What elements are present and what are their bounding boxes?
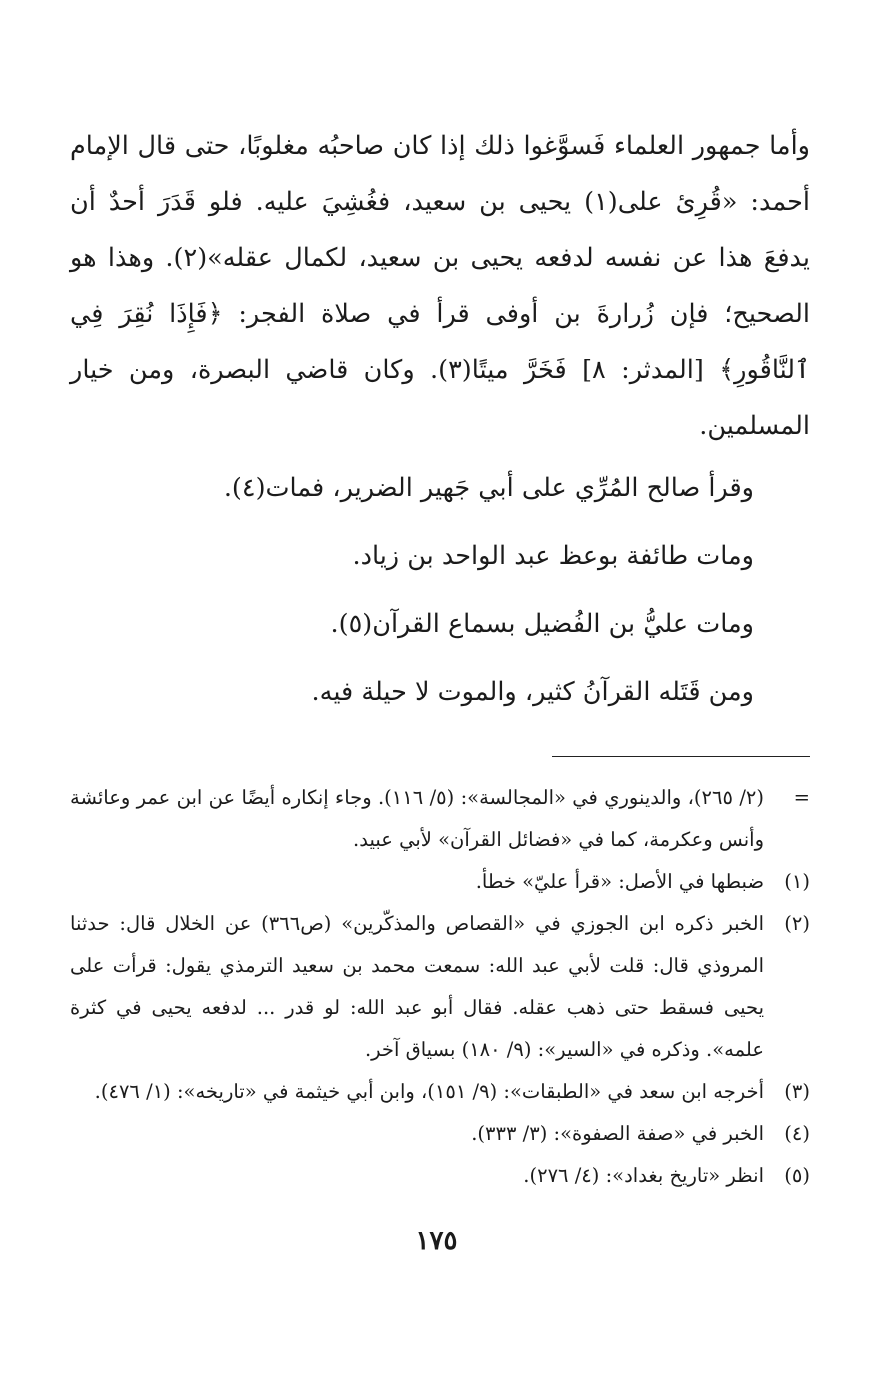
footnote-text: أخرجه ابن سعد في «الطبقات»: (٩/ ١٥١)، وابن أبي خيثمة في «تاريخه»: (١/ ٤٧٦).	[94, 1080, 764, 1103]
main-paragraph-2: وقرأ صالح المُرِّي على أبي جَهير الضرير، فمات(٤).	[223, 473, 754, 503]
footnote-1	[70, 861, 810, 903]
footnotes	[70, 777, 810, 1197]
footnote-continuation	[70, 777, 810, 861]
footnote-text: ضبطها في الأصل: «قرأ عليّ» خطأ.	[475, 870, 764, 893]
footnote-2	[70, 903, 810, 1071]
footnote-marker: (٥)	[784, 1164, 810, 1187]
footnote-3	[70, 1071, 810, 1113]
footnote-marker: (٢)	[784, 912, 810, 935]
footnote-text: انظر «تاريخ بغداد»: (٤/ ٢٧٦).	[523, 1164, 764, 1187]
footnote-4	[70, 1113, 810, 1155]
footnote-separator	[552, 756, 810, 757]
footnote-text: (٢/ ٢٦٥)، والدينوري في «المجالسة»: (٥/ ١١٦). وجاء إنكاره أيضًا عن ابن عمر وعائشة وأنس وعكرمة، كما في «فضائل القرآن» لأبي عبيد.	[70, 786, 764, 851]
footnote-marker: (٤)	[784, 1122, 810, 1145]
footnote-text: الخبر في «صفة الصفوة»: (٣/ ٣٣٣).	[471, 1122, 764, 1145]
main-paragraph-3: ومات طائفة بوعظ عبد الواحد بن زياد.	[352, 541, 754, 571]
main-text	[70, 118, 810, 720]
main-paragraph-5: ومن قَتَله القرآنُ كثير، والموت لا حيلة فيه.	[311, 677, 754, 707]
main-paragraph-1: وأما جمهور العلماء فَسوَّغوا ذلك إذا كان صاحبُه مغلوبًا، حتى قال الإمام أحمد: «قُرِئ على(١) يحيى بن سعيد، فغُشِيَ عليه. فلو قَدَرَ أحدٌ أن يدفعَ هذا عن نفسه لدفعه يحيى بن سعيد، لكمال عقله»(٢). وهذا هو الصحيح؛ فإن زُرارةَ بن أوفى قرأ في صلاة الفجر: ﴿فَإِذَا نُقِرَ فِي ٱلنَّاقُورِ﴾ [المدثر: ٨] فَخَرَّ ميتًا(٣). وكان قاضي البصرة، ومن خيار المسلمين.	[70, 131, 811, 441]
page-number: ١٧٥	[415, 1226, 458, 1256]
page-content	[70, 118, 810, 1197]
footnote-marker: (١)	[784, 870, 810, 893]
footnote-marker: =	[793, 786, 810, 809]
footnote-text: الخبر ذكره ابن الجوزي في «القصاص والمذكّرين» (ص٣٦٦) عن الخلال قال: حدثنا المروذي قال: قلت لأبي عبد الله: سمعت محمد بن سعيد الترمذي يقول: قرأت على يحيى فسقط حتى ذهب عقله. فقال أبو عبد الله: لو قدر ... لدفعه يحيى في كثرة علمه». وذكره في «السير»: (٩/ ١٨٠) بسياق آخر.	[70, 912, 764, 1061]
main-paragraph-4: ومات عليُّ بن الفُضيل بسماع القرآن(٥).	[330, 609, 754, 639]
footnote-marker: (٣)	[784, 1080, 810, 1103]
footnote-5	[70, 1155, 810, 1197]
footnote-separator-wrap	[70, 720, 810, 757]
